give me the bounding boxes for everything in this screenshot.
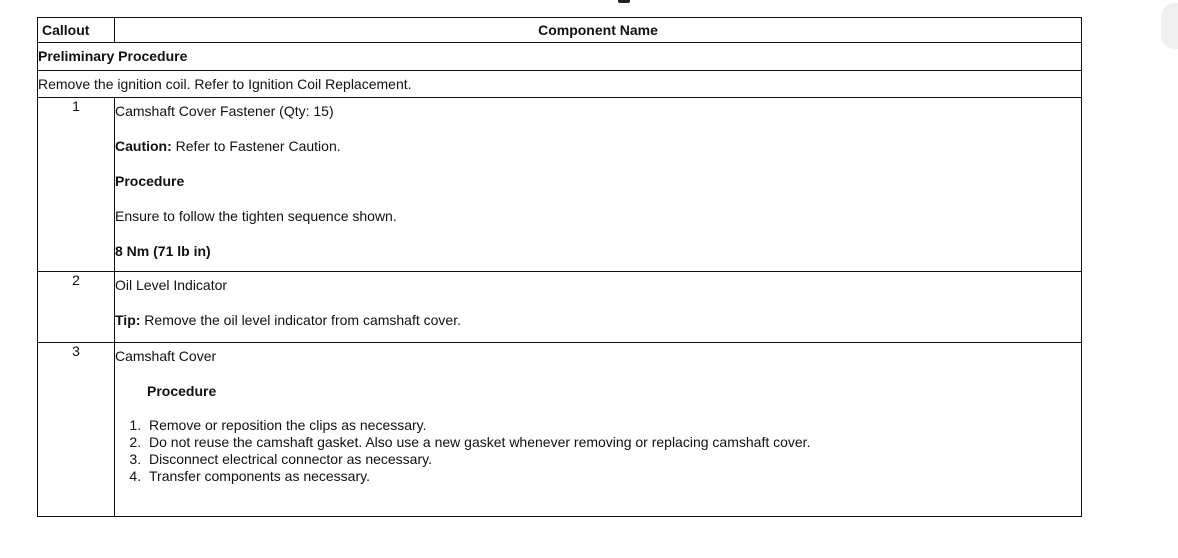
tip-label: Tip:: [115, 312, 141, 328]
caution-note: [115, 137, 1081, 155]
component-name: Camshaft Cover: [115, 348, 217, 364]
list-item: 1. Remove or reposition the clips as necessary.: [145, 417, 1081, 434]
component-table: [37, 17, 1082, 517]
caution-text: Refer to Fastener Caution.: [171, 138, 341, 154]
caution-label: Caution:: [115, 138, 172, 154]
preliminary-procedure-title: Preliminary Procedure: [38, 43, 1082, 71]
callout-number: 3: [38, 343, 115, 517]
component-name: Oil Level Indicator: [115, 277, 228, 293]
preliminary-title-row: [38, 43, 1082, 71]
list-item: 4. Transfer components as necessary.: [145, 468, 1081, 485]
table-row: [38, 343, 1082, 517]
component-details: [115, 272, 1082, 343]
top-edge-fragment: [618, 0, 630, 3]
procedure-text: Ensure to follow the tighten sequence shown.: [115, 208, 397, 224]
preliminary-procedure-text: Remove the ignition coil. Refer to Ignition Coil Replacement.: [38, 71, 1082, 98]
list-item: 3. Disconnect electrical connector as necessary.: [145, 451, 1081, 468]
component-details: [115, 98, 1082, 272]
procedure-steps: [115, 417, 1081, 485]
component-name-column-header: Component Name: [115, 18, 1082, 43]
procedure-title: Procedure: [147, 383, 217, 399]
preliminary-text-row: [38, 71, 1082, 98]
table-row: [38, 272, 1082, 343]
component-details: [115, 343, 1082, 517]
table-header-row: [38, 18, 1082, 43]
callout-column-header: Callout: [38, 18, 115, 43]
tip-note: [115, 311, 1081, 329]
callout-number: 2: [38, 272, 115, 343]
list-item: 2. Do not reuse the camshaft gasket. Also use a new gasket whenever removing or replacing camshaft cover.: [145, 434, 1081, 451]
table-row: [38, 98, 1082, 272]
torque-spec: 8 Nm (71 lb in): [115, 243, 211, 259]
tip-text: Remove the oil level indicator from camshaft cover.: [140, 312, 461, 328]
side-panel-button[interactable]: [1161, 3, 1178, 49]
callout-number: 1: [38, 98, 115, 272]
component-name: Camshaft Cover Fastener (Qty: 15): [115, 103, 334, 119]
procedure-title: Procedure: [115, 173, 185, 189]
